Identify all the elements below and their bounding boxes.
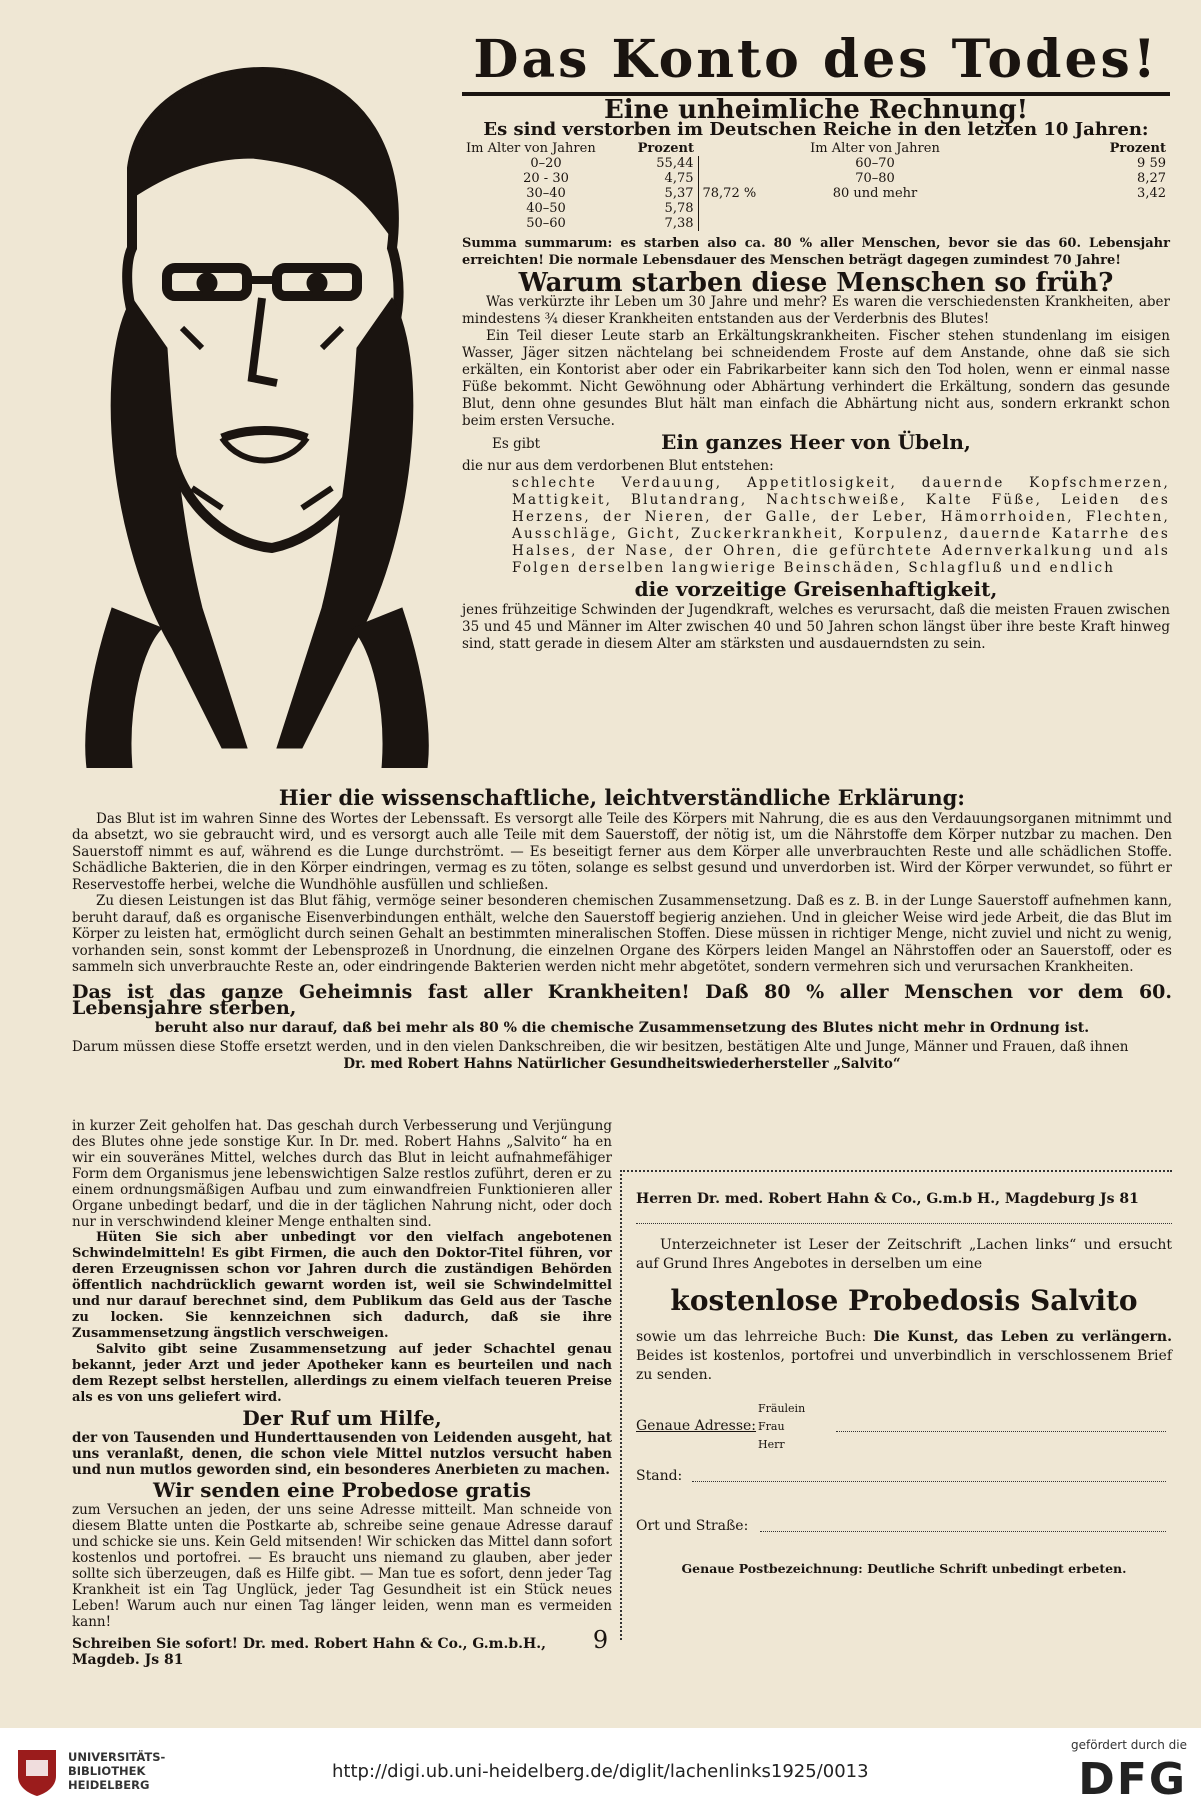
coupon-paragraph-1: Unterzeichneter ist Leser der Zeitschrift „Lachen links“ und ersucht auf Grund Ihres Angebotes in derselben um eine bbox=[636, 1237, 1172, 1272]
face-woodcut bbox=[86, 72, 429, 768]
probe-heading: Wir senden eine Probedose gratis bbox=[153, 1478, 531, 1502]
table-cell: 7,38 bbox=[664, 216, 694, 231]
table-cell: 40–50 bbox=[526, 201, 566, 216]
digitization-footer bbox=[0, 1728, 1201, 1817]
ort-label: Ort und Straße: bbox=[636, 1518, 749, 1534]
erklaerung-heading: Hier die wissenschaftliche, leichtverständliche Erklärung: bbox=[278, 785, 966, 810]
age-table bbox=[462, 141, 1170, 231]
ruf-paragraph: der von Tausenden und Hunderttausenden von Leidenden ausgeht, hat uns veranlaßt, denen, die schon viele Mittel nutzlos versucht haben und nun mutlos geworden sind, ein besonderes Anerbieten zu machen. bbox=[72, 1430, 612, 1478]
stand-label: Stand: bbox=[636, 1468, 683, 1484]
right-column bbox=[462, 28, 1170, 653]
table-cell: 8,27 bbox=[1137, 171, 1166, 186]
salutation-fraeulein[interactable]: Fräulein bbox=[758, 1402, 806, 1415]
heer-heading: Ein ganzes Heer von Übeln, bbox=[661, 430, 971, 454]
page-number: 9 bbox=[592, 1626, 609, 1654]
main-title: Das Konto des Todes! bbox=[473, 29, 1159, 90]
coupon-p2a: sowie um das lehrreiche Buch: bbox=[636, 1329, 867, 1345]
table-cell: 0–20 bbox=[530, 156, 562, 171]
heer-list: schlechte Verdauung, Appetitlosigkeit, dauernde Kopfschmerzen, Mattigkeit, Blutandrang, Nachtschweiße, Kalte Füße, Leiden des Herzens, der Nieren, der Galle, der Leber, Hämorrhoiden, Flechten, Ausschläge, Gicht, Zuckerkrankheit, Korpulenz, dauernde Katarrhe des Halses, der Nase, der Ohren, die gefürchtete Adernverkalkung und als Folgen derselben langwierige Beinschäden, Schlagfluß und endlich bbox=[512, 475, 1170, 576]
coupon-paragraph-2 bbox=[636, 1328, 1172, 1385]
address-label: Genaue Adresse: bbox=[636, 1418, 757, 1434]
table-cell: 4,75 bbox=[664, 171, 694, 186]
coupon-header: Herren Dr. med. Robert Hahn & Co., G.m.b H., Magdeburg Js 81 bbox=[636, 1191, 1139, 1207]
kurzer-text: in kurzer Zeit geholfen hat. Das geschah durch Verbesserung und Verjüngung des Blutes ohne jede sonstige Kur. In Dr. med. Robert Hahns „Salvito“ ha en wir ein souveränes Mittel, welches durch das Blut in leicht aufnahmefähiger Form dem Organismus jene lebenswichtigen Salze restlos zuführt, deren er zu einem ordnungsmäßigen Aufbau und zum einwandfreien Funktionieren aller Organe unbedingt bedarf, und die in der täglichen Nahrung nicht, oder doch nur in verschwindend kleiner Menge enthalten sind. bbox=[72, 1118, 612, 1230]
table-header: Im Alter von Jahren bbox=[466, 141, 596, 156]
table-cell: 70–80 bbox=[855, 171, 895, 186]
ort-input-line[interactable] bbox=[760, 1517, 1166, 1532]
library-line-1: UNIVERSITÄTS- bbox=[68, 1750, 166, 1764]
intro-line: Es sind verstorben im Deutschen Reiche in den letzten 10 Jahren: bbox=[483, 119, 1149, 140]
table-cell: 80 und mehr bbox=[832, 186, 918, 201]
subtitle: Eine unheimliche Rechnung! bbox=[603, 95, 1029, 125]
why-heading: Warum starben diese Menschen so früh? bbox=[518, 268, 1114, 298]
explanation-section bbox=[72, 786, 1172, 1072]
address-input-line[interactable] bbox=[836, 1417, 1166, 1432]
hueten-text: Hüten Sie sich aber unbedingt vor den vielfach angebotenen Schwindelmitteln! Es gibt Firmen, die auch den Doktor-Titel führen, vor deren Erzeugnissen schon vor Jahren durch die zuständigen Behörden öffentlich nachdrücklich gewarnt worden ist, weil sie Schwindelmittel und nur darauf berechnet sind, dem Publikum das Geld aus der Tasche zu locken. Sie kennzeichnen sich dadurch, daß sie ihre Zusammensetzung ängstlich verschweigen. bbox=[72, 1230, 612, 1341]
heer-row bbox=[462, 430, 1170, 458]
why-paragraph-2: Ein Teil dieser Leute starb an Erkältungskrankheiten. Fischer stehen stundenlang im eisigen Wasser, Jäger sitzen nächtelang bei schneidendem Froste auf dem Anstande, ohne daß sie sich erkälten, ein Kontorist aber oder ein Fabrikarbeiter kann sich den Tod holen, wenn er einmal nasse Füße bekommt. Nicht Gewöhnung oder Abhärtung verhindert die Erkältung, sondern das gesunde Blut, denn ohne gesundes Blut hält man einfach die Abhärtung nicht aus, sondern erkrankt schon beim ersten Versuche. bbox=[462, 328, 1170, 429]
stand-field[interactable] bbox=[636, 1459, 1172, 1503]
table-cell: 30–40 bbox=[526, 186, 566, 201]
table-cell: 5,37 bbox=[664, 186, 694, 201]
funded-by-text: gefördert durch die bbox=[1071, 1738, 1187, 1752]
address-field[interactable] bbox=[636, 1399, 1172, 1459]
stand-input-line[interactable] bbox=[692, 1467, 1166, 1482]
table-cell: 55,44 bbox=[656, 156, 694, 171]
schreiben-line: Schreiben Sie sofort! Dr. med. Robert Hahn & Co., G.m.b.H., Magdeb. Js 81 bbox=[72, 1636, 546, 1668]
summa-text: Summa summarum: es starben also ca. 80 % aller Menschen, bevor sie das 60. Lebensjahr erreichten! Die normale Lebensdauer des Menschen beträgt dagegen zumindest 70 Jahre! bbox=[462, 236, 1170, 268]
salutation-herr[interactable]: Herr bbox=[758, 1438, 785, 1451]
coupon-p2c: Beides ist kostenlos, portofrei und unverbindlich in verschlossenem Brief zu senden. bbox=[636, 1348, 1172, 1383]
coupon-note: Genaue Postbezeichnung: Deutliche Schrift unbedingt erbeten. bbox=[681, 1561, 1127, 1576]
salvito-gibt-text: Salvito gibt seine Zusammensetzung auf jeder Schachtel genau bekannt, jeder Arzt und jeder Apotheker kann es beurteilen und nach dem Rezept selbst herstellen, allerdings zu einem vielfach teueren Preise als es von uns geliefert wird. bbox=[72, 1342, 612, 1405]
library-line-3: HEIDELBERG bbox=[68, 1778, 150, 1792]
portrait-illustration bbox=[72, 48, 442, 768]
library-seal-icon bbox=[14, 1746, 60, 1798]
order-coupon[interactable] bbox=[620, 1170, 1172, 1640]
table-cell: 9 59 bbox=[1137, 156, 1166, 171]
table-header: Prozent bbox=[637, 141, 694, 156]
table-header: Prozent bbox=[1109, 141, 1166, 156]
greisen-paragraph: jenes frühzeitige Schwinden der Jugendkraft, welches es verursacht, daß die meisten Frauen zwischen 35 und 45 und Männer im Alter zwischen 40 und 50 Jahren schon längst über ihre beste Kraft hinweg sind, statt gerade in diesem Alter am stärksten und ausdauerndsten zu sein. bbox=[462, 602, 1170, 652]
table-header: Im Alter von Jahren bbox=[810, 141, 940, 156]
ruf-heading: Der Ruf um Hilfe, bbox=[242, 1406, 442, 1430]
table-cell: 5,78 bbox=[664, 201, 694, 216]
table-cell: 60–70 bbox=[855, 156, 895, 171]
table-cell: 20 - 30 bbox=[523, 171, 569, 186]
why-paragraph-1: Was verkürzte ihr Leben um 30 Jahre und mehr? Es waren die verschiedensten Krankheiten, aber mindestens ¾ dieser Krankheiten entstanden aus der Verderbnis des Blutes! bbox=[462, 294, 1170, 327]
salvito-name: Dr. med Robert Hahns Natürlicher Gesundheitswiederhersteller „Salvito“ bbox=[343, 1055, 901, 1072]
es-gibt-text: Es gibt bbox=[492, 436, 541, 452]
table-cell: 50–60 bbox=[526, 216, 566, 231]
library-line-2: BIBLIOTHEK bbox=[68, 1764, 146, 1778]
darum-text: Darum müssen diese Stoffe ersetzt werden, und in den vielen Dankschreiben, die wir besitzen, bestätigen Alte und Junge, Männer und Frauen, daß ihnen bbox=[72, 1039, 1129, 1055]
ort-field[interactable] bbox=[636, 1503, 1172, 1553]
coupon-heading: kostenlose Probedosis Salvito bbox=[670, 1284, 1138, 1317]
geheimnis-line: Das ist das ganze Geheimnis fast aller Krankheiten! Daß 80 % aller Menschen vor dem 60. Lebensjahre sterben, bbox=[72, 980, 1172, 1019]
table-cell: 3,42 bbox=[1137, 186, 1166, 201]
erklaerung-paragraph-1: Das Blut ist im wahren Sinne des Wortes der Lebenssaft. Es versorgt alle Teile des Körpers mit Nahrung, die es aus den Verdauungsorganen mitnimmt und da absetzt, wo sie gebraucht wird, und es versorgt auch alle Teile mit dem Sauerstoff, der nötig ist, um die Nährstoffe dem Körper nutzbar zu machen. Den Sauerstoff nimmt es auf, während es die Lunge durchströmt. — Es beseitigt ferner aus dem Körper alle unverbrauchten Reste und alle schädlichen Stoffe. Schädliche Bakterien, die in den Körper eindringen, vermag es zu töten, solange es selbst gesund und unverdorben ist. Wird der Körper verwundet, so führt er Reservestoffe herbei, welche die Wundhöhle ausfüllen und schließen. bbox=[72, 810, 1172, 893]
greisen-heading: die vorzeitige Greisenhaftigkeit, bbox=[634, 577, 998, 601]
probe-paragraph: zum Versuchen an jeden, der uns seine Adresse mitteilt. Man schneide von diesem Blatte unten die Postkarte ab, schreibe seine genaue Adresse darauf und schicke sie uns. Kein Geld mitsenden! Wir schicken das Mittel dann sofort kostenlos und portofrei. — Es braucht uns niemand zu glauben, aber jeder sollte sich überzeugen, daß es Hilfe gibt. — Man tue es sofort, denn jeder Tag Krankheit ist ein Tag Unglück, jeder Tag Gesundheit ist ein Stück neues Leben! Warum auch nur einen Tag länger leiden, wenn man es vermeiden kann! bbox=[72, 1502, 612, 1630]
library-name bbox=[68, 1750, 165, 1792]
erklaerung-paragraph-2: Zu diesen Leistungen ist das Blut fähig, vermöge seiner besonderen chemischen Zusammensetzung. Daß es z. B. in der Lunge Sauerstoff aufnehmen kann, beruht darauf, daß es organische Eisenverbindungen enthält, welche den Sauerstoff begierig anziehen. Und in gleicher Weise wird jede Arbeit, die das Blut im Körper zu leisten hat, ermöglicht durch seinen Gehalt an bestimmten mineralischen Stoffen. Diese müssen in richtiger Menge, nicht zuviel und nicht zu wenig, vorhanden sein, sonst kommt der Lebensprozeß in Unordnung, die einzelnen Organe des Körpers leiden Mangel an Nährstoffen oder an Sauerstoff, oder es sammeln sich unverbrauchte Reste an, oder eindringende Bakterien werden nicht mehr abgetötet, sondern vermehren sich und verursachen Krankheiten. bbox=[72, 893, 1172, 975]
coupon-divider bbox=[636, 1223, 1172, 1224]
left-lower-column bbox=[72, 1118, 612, 1668]
permalink-url[interactable]: http://digi.ub.uni-heidelberg.de/diglit/lachenlinks1925/0013 bbox=[332, 1761, 869, 1782]
coupon-book-title: Die Kunst, das Leben zu verlängern. bbox=[873, 1329, 1172, 1345]
beruht-line: beruht also nur darauf, daß bei mehr als 80 % die chemische Zusammensetzung des Blutes nicht mehr in Ordnung ist. bbox=[154, 1019, 1090, 1036]
salutation-frau[interactable]: Frau bbox=[758, 1420, 785, 1433]
heer-paragraph: die nur aus dem verdorbenen Blut entstehen: bbox=[462, 458, 774, 474]
bracket-total: 78,72 % bbox=[698, 156, 786, 231]
dfg-logo: DFG bbox=[1078, 1754, 1187, 1805]
